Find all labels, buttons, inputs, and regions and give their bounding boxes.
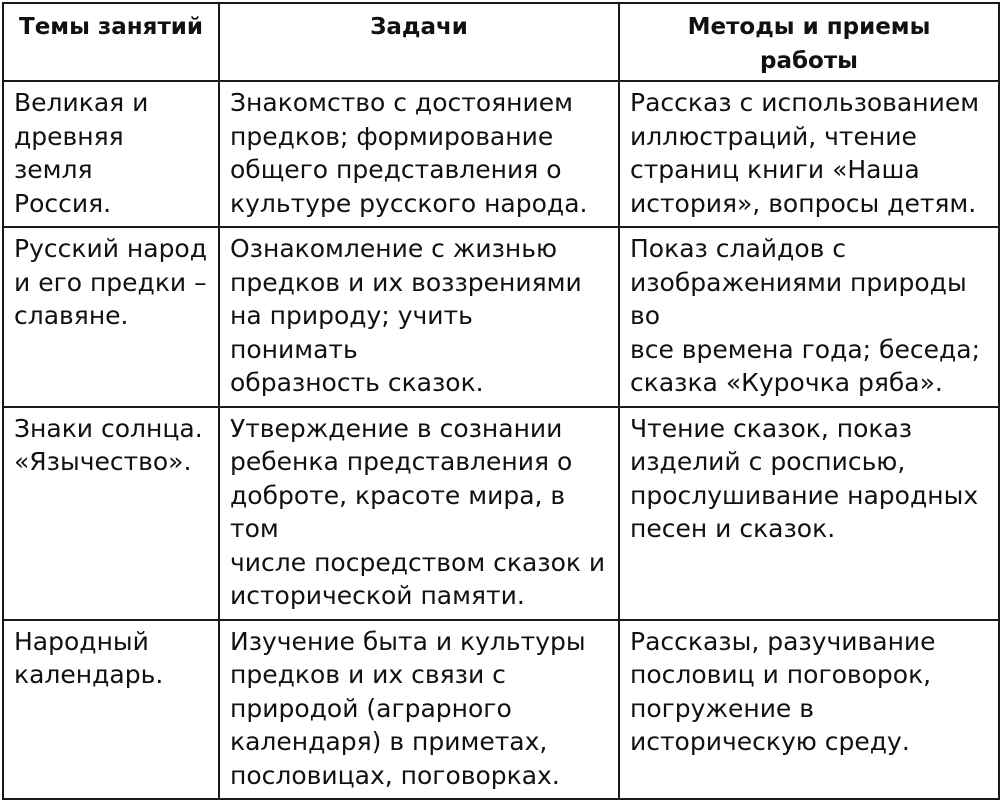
cell-tasks: Ознакомление с жизнью предков и их воззрениями на природу; учить понимать образность сказок. <box>219 227 619 407</box>
table-row <box>3 620 999 800</box>
lesson-plan-table <box>2 2 1000 800</box>
cell-topic: Знаки солнца. «Язычество». <box>3 407 219 620</box>
table-row <box>3 81 999 227</box>
cell-topic: Русский народ и его предки – славяне. <box>3 227 219 407</box>
cell-tasks: Знакомство с достоянием предков; формирование общего представления о культуре русского народа. <box>219 81 619 227</box>
table-row <box>3 227 999 407</box>
table-row <box>3 407 999 620</box>
cell-tasks: Утверждение в сознании ребенка представления о доброте, красоте мира, в том числе посредством сказок и исторической памяти. <box>219 407 619 620</box>
cell-methods: Чтение сказок, показ изделий с росписью, прослушивание народных песен и сказок. <box>619 407 999 620</box>
cell-topic: Великая и древняя земля Россия. <box>3 81 219 227</box>
cell-methods: Показ слайдов с изображениями природы во все времена года; беседа; сказка «Курочка ряба». <box>619 227 999 407</box>
header-methods: Методы и приемы работы <box>619 3 999 81</box>
cell-methods: Рассказ с использованием иллюстраций, чтение страниц книги «Наша история», вопросы детям. <box>619 81 999 227</box>
header-tasks: Задачи <box>219 3 619 81</box>
table-header-row <box>3 3 999 81</box>
cell-tasks: Изучение быта и культуры предков и их связи с природой (аграрного календаря) в приметах, пословицах, поговорках. <box>219 620 619 800</box>
cell-topic: Народный календарь. <box>3 620 219 800</box>
cell-methods: Рассказы, разучивание пословиц и поговорок, погружение в историческую среду. <box>619 620 999 800</box>
header-topics: Темы занятий <box>3 3 219 81</box>
